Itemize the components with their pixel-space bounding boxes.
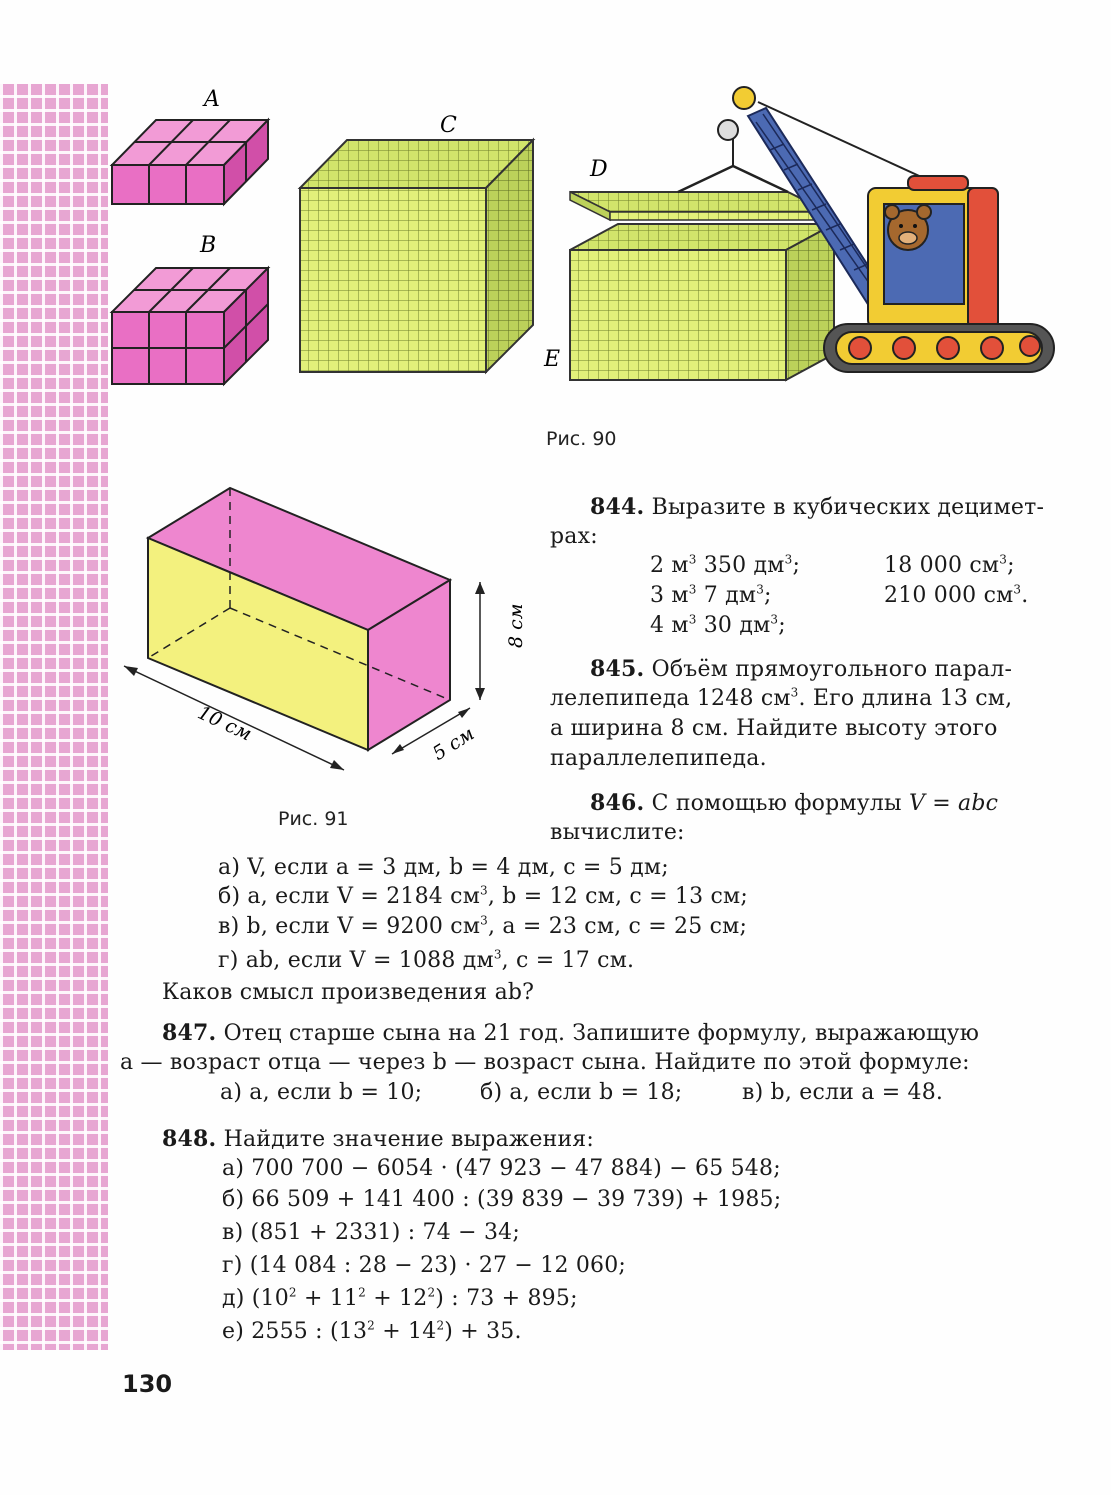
- task-845-line3: а ширина 8 см. Найдите высоту этого: [550, 716, 998, 741]
- label-b: B: [200, 233, 217, 258]
- task-847-c: в) b, если a = 48.: [742, 1080, 944, 1105]
- task-847-b: б) a, если b = 18;: [480, 1080, 683, 1105]
- task-848-a: а) 700 700 − 6054 · (47 923 − 47 884) − 65 548;: [222, 1156, 781, 1181]
- block-e: [570, 224, 834, 380]
- dim-width: 5 см: [428, 722, 479, 765]
- task-847-line2: a — возраст отца — через b — возраст сына. Найдите по этой формуле:: [120, 1050, 970, 1075]
- task-848-d: г) (14 084 : 28 − 23) · 27 − 12 060;: [222, 1253, 627, 1278]
- task-846-line1: 846. С помощью формулы V = abc: [590, 790, 999, 816]
- cube-c: [300, 140, 533, 372]
- task-848-c: в) (851 + 2331) : 74 − 34;: [222, 1220, 520, 1245]
- page-number: 130: [122, 1370, 173, 1398]
- label-d: D: [590, 157, 608, 182]
- task-846-b: б) a, если V = 2184 $см^3$, b = 12 см, c = 13 см;: [218, 883, 748, 909]
- figure-90: [108, 80, 1068, 410]
- task-845-line1: 845. Объём прямоугольного парал-: [590, 656, 1013, 682]
- task-844-item-5: 210 000 $см^3$.: [884, 582, 1029, 608]
- task-846-line2: вычислите:: [550, 820, 685, 845]
- task-847-line1: 847. Отец старше сына на 21 год. Запишите формулу, выражающую: [162, 1020, 980, 1046]
- figure-91: [110, 480, 530, 800]
- task-848-b: б) 66 509 + 141 400 : (39 839 − 39 739) + 1985;: [222, 1187, 782, 1212]
- block-a: [112, 120, 268, 204]
- task-846-number: 846.: [590, 790, 645, 816]
- label-a: A: [204, 87, 220, 112]
- label-c: C: [440, 113, 457, 138]
- task-845-line4: параллелепипеда.: [550, 746, 767, 771]
- task-848-e: д) $(10^2 + 11^2 + 12^2)$ : 73 + 895;: [222, 1285, 578, 1311]
- task-846-c: в) b, если V = 9200 $см^3$, a = 23 см, c = 25 см;: [218, 913, 748, 939]
- task-846-d: г) ab, если V = 1088 $дм^3$, c = 17 см.: [218, 947, 635, 973]
- task-846-question: Каков смысл произведения ab?: [162, 980, 535, 1005]
- task-844-line1: 844. Выразите в кубических децимет-: [590, 494, 1045, 520]
- block-b: [112, 268, 268, 384]
- task-848-number: 848.: [162, 1126, 217, 1152]
- figure-90-caption: Рис. 90: [546, 428, 617, 450]
- task-847-number: 847.: [162, 1020, 217, 1046]
- task-847-a: а) a, если b = 10;: [220, 1080, 423, 1105]
- task-844-line2: рах:: [550, 524, 598, 549]
- dim-height: 8 см: [505, 603, 527, 648]
- task-846-a: а) V, если a = 3 дм, b = 4 дм, c = 5 дм;: [218, 855, 669, 880]
- task-844-item-3: 4 $м^3$ 30 $дм^3$;: [650, 612, 786, 638]
- figure-91-caption: Рис. 91: [278, 808, 349, 830]
- label-e: E: [544, 347, 561, 372]
- task-844-number: 844.: [590, 494, 645, 520]
- task-845-number: 845.: [590, 656, 645, 682]
- task-848-line1: 848. Найдите значение выражения:: [162, 1126, 595, 1152]
- task-848-f: е) 2555 : $(13^2 + 14^2) + 35$.: [222, 1318, 522, 1344]
- task-844-item-1: 2 $м^3$ 350 $дм^3$;: [650, 552, 801, 578]
- task-845-line2: лелепипеда 1248 $см^3$. Его длина 13 см,: [550, 685, 1013, 711]
- slab-d: [570, 192, 828, 220]
- dim-length: 10 см: [194, 701, 255, 746]
- task-844-item-2: 3 $м^3$ 7 $дм^3$;: [650, 582, 772, 608]
- task-844-item-4: 18 000 $см^3$;: [884, 552, 1015, 578]
- decorative-margin-grid: [0, 84, 108, 1350]
